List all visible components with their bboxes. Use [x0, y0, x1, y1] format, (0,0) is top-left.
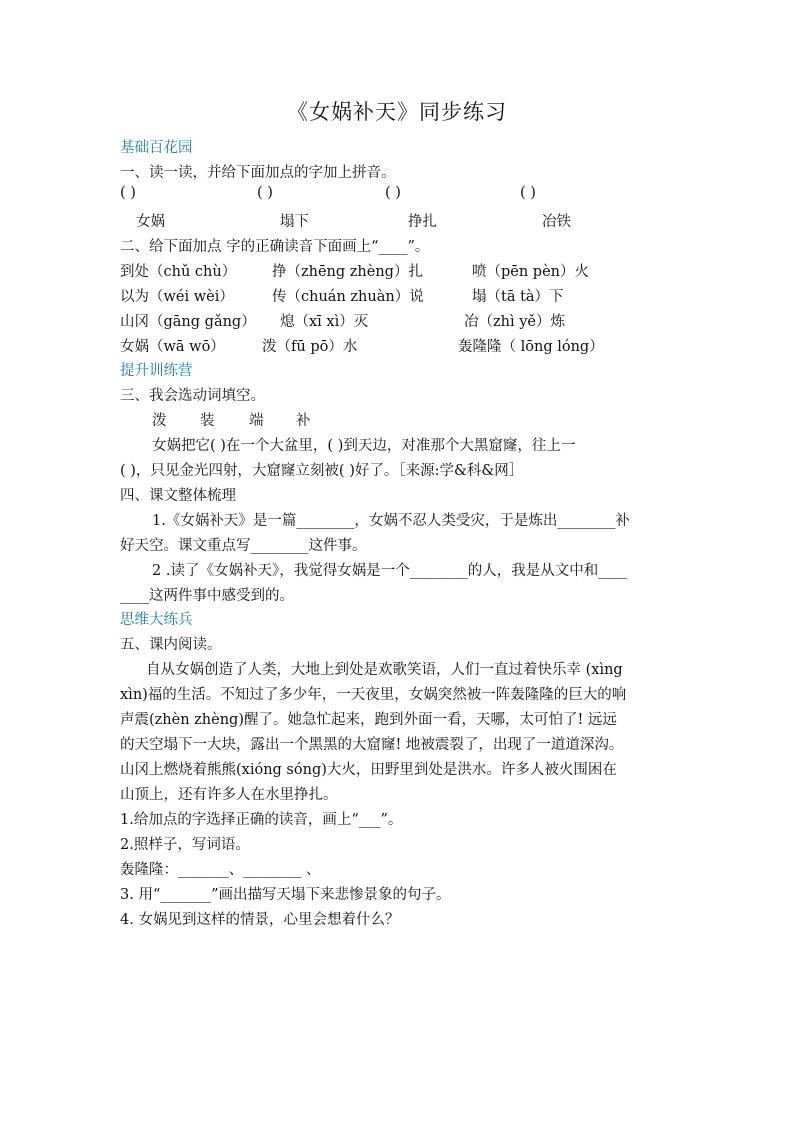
q1-answer-blank-3[interactable]: ( ) — [385, 185, 401, 201]
q3-heading: 三、我会选动词填空。 — [120, 388, 265, 404]
q3-option: 装 — [200, 413, 215, 429]
q2-item: 女娲（wā wō） — [120, 339, 225, 355]
q3-option: 补 — [296, 413, 311, 429]
q4-heading: 四、课文整体梳理 — [120, 488, 236, 504]
section-heading-thinking: 思维大练兵 — [120, 612, 193, 628]
q1-heading: 一、读一读，并给下面加点的字加上拼音。 — [120, 165, 396, 181]
q2-item: 挣（zhēng zhèng）扎 — [272, 264, 423, 280]
q2-item: 喷（pēn pèn）火 — [472, 264, 590, 280]
q1-word-4: 冶铁 — [542, 214, 571, 230]
passage-line: 山冈上燃烧着熊熊(xióng sóng)大火，田野里到处是洪水。许多人被火围困在 — [120, 762, 617, 778]
passage-line: 的天空塌下一大块，露出一个黑黑的大窟窿! 地被震裂了，出现了一道道深沟。 — [120, 737, 624, 753]
q5-sub-question-2-example: 轰隆隆：_______、________ 、 — [120, 862, 321, 878]
q2-item: 冶（zhì yě）炼 — [464, 314, 565, 330]
q5-heading: 五、课内阅读。 — [120, 637, 222, 653]
section-heading-basic: 基础百花园 — [120, 140, 193, 156]
q3-text-line-1: 女娲把它( )在一个大盆里，( )到天边，对准那个大黑窟窿，往上一 — [152, 438, 576, 454]
q2-item: 塌（tā tà）下 — [472, 289, 564, 305]
q5-sub-question-4: 4. 女娲见到这样的情景，心里会想着什么？ — [120, 912, 400, 928]
q5-sub-question-3: 3. 用“_______”画出描写天塌下来悲惨景象的句子。 — [120, 887, 451, 903]
page-title: 《女娲补天》同步练习 — [287, 100, 507, 124]
q4-item-2-line-2: ____这两件事中感受到的。 — [120, 588, 294, 604]
q4-item-1-line-2: 好天空。课文重点写________这件事。 — [120, 538, 367, 554]
q2-item: 传（chuán zhuàn）说 — [272, 289, 424, 305]
q4-item-1-line-1: 1.《女娲补天》是一篇________，女娲不忍人类受灾，于是炼出________补 — [152, 513, 630, 529]
q1-word-1: 女娲 — [136, 214, 165, 230]
q5-sub-question-2: 2.照样子，写词语。 — [120, 837, 250, 853]
passage-line: 声震(zhèn zhèng)醒了。她急忙起来，跑到外面一看，天哪，太可怕了! 远远 — [120, 712, 617, 728]
q1-word-3: 挣扎 — [408, 214, 437, 230]
q2-item: 熄（xī xì）灭 — [280, 314, 369, 330]
q2-item: 以为（wéi wèi） — [120, 289, 234, 305]
q1-answer-blank-4[interactable]: ( ) — [520, 185, 536, 201]
q3-text-line-2: ( )，只见金光四射，大窟窿立刻被( )好了。［来源:学&科&网］ — [120, 463, 524, 479]
passage-line: 自从女娲创造了人类，大地上到处是欢歌笑语，人们一直过着快乐幸 (xìng — [146, 662, 623, 678]
q2-item: 泼（fū pō）水 — [262, 339, 358, 355]
section-heading-improve: 提升训练营 — [120, 363, 193, 379]
q5-sub-question-1: 1.给加点的字选择正确的读音，画上“___”。 — [120, 812, 403, 828]
q1-word-2: 塌下 — [280, 214, 309, 230]
passage-line: 山顶上，还有许多人在水里挣扎。 — [120, 787, 338, 803]
q2-heading: 二、给下面加点 字的正确读音下面画上“____”。 — [120, 239, 430, 255]
passage-line: xìn)福的生活。不知过了多少年，一天夜里，女娲突然被一阵轰隆隆的巨大的响 — [120, 687, 627, 703]
q3-option: 泼 — [152, 413, 167, 429]
q1-answer-blank-2[interactable]: ( ) — [257, 185, 273, 201]
q1-answer-blank-1[interactable]: ( ) — [120, 185, 136, 201]
q3-option: 端 — [249, 413, 264, 429]
q2-item: 轰隆隆（ lōng lóng） — [458, 339, 604, 355]
q4-item-2-line-1: 2 .读了《女娲补天》，我觉得女娲是一个________的人，我是从文中和____ — [152, 563, 628, 579]
q2-item: 山冈（gāng gǎng） — [120, 314, 256, 330]
q2-item: 到处（chǔ chù） — [120, 264, 237, 280]
